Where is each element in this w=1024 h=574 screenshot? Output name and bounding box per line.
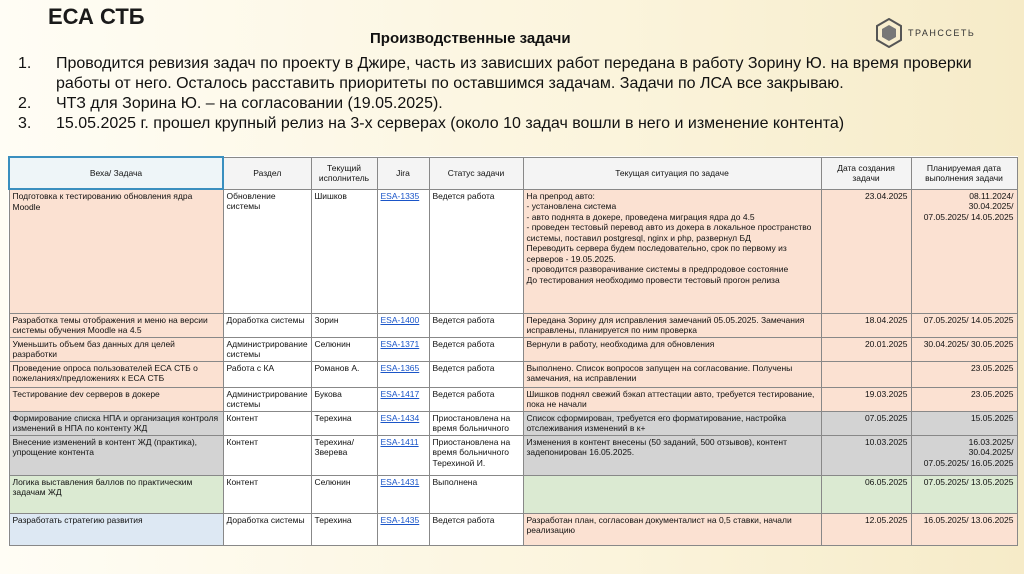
list-number: 1. <box>18 55 32 72</box>
created-date-cell: 07.05.2025 <box>821 411 911 435</box>
task-summary-list <box>18 54 1018 134</box>
table-row <box>9 435 1017 475</box>
situation-cell <box>523 475 821 513</box>
jira-link[interactable]: ESA-1411 <box>377 435 429 475</box>
created-date-cell <box>821 361 911 387</box>
planned-date-cell-line: 08.11.2024/ <box>969 190 1014 201</box>
table-row <box>9 189 1017 313</box>
situation-cell-line: Переводить сервера будем последовательно, срок по первому из серверов - 19.05.2025. <box>526 243 787 264</box>
planned-date-cell-line: 07.05.2025/ 13.05.2025 <box>923 476 1014 487</box>
list-number: 3. <box>18 115 32 132</box>
created-date-cell: 18.04.2025 <box>821 313 911 337</box>
col-header-task: Веха/ Задача <box>9 157 223 189</box>
planned-date-cell <box>911 435 1017 475</box>
situation-cell-line: На препрод авто: <box>526 190 595 201</box>
planned-date-cell-line: 30.04.2025/ 30.05.2025 <box>923 338 1014 349</box>
planned-date-cell <box>911 337 1017 361</box>
status-cell: Приостановлена на время больничного Терехиной И. <box>429 435 523 475</box>
status-cell: Ведется работа <box>429 387 523 411</box>
planned-date-cell <box>911 387 1017 411</box>
task-cell: Разработать стратегию развития <box>9 513 223 545</box>
task-cell: Логика выставления баллов по практическим задачам ЖД <box>9 475 223 513</box>
executor-cell: Терехина <box>311 411 377 435</box>
table-row <box>9 361 1017 387</box>
planned-date-cell-line: 23.05.2025 <box>970 388 1014 399</box>
col-header-section: Раздел <box>223 157 311 189</box>
executor-cell: Романов А. <box>311 361 377 387</box>
situation-cell-line: Передана Зорину для исправления замечаний 05.05.2025. Замечания исправлены, планируется по ним проверка <box>526 314 805 335</box>
planned-date-cell <box>911 361 1017 387</box>
col-header-executor: Текущий исполнитель <box>311 157 377 189</box>
created-date-cell: 06.05.2025 <box>821 475 911 513</box>
situation-cell-line: Изменения в контент внесены (50 заданий, 500 отзывов), контент задепонирован 16.05.2025. <box>526 436 787 457</box>
executor-cell: Зорин <box>311 313 377 337</box>
executor-cell: Терехина <box>311 513 377 545</box>
situation-cell <box>523 337 821 361</box>
list-item <box>18 94 1018 114</box>
section-cell: Работа с КА <box>223 361 311 387</box>
table-row <box>9 411 1017 435</box>
situation-cell-line: - установлена система <box>526 201 617 211</box>
company-logo <box>876 18 975 48</box>
jira-link[interactable]: ESA-1400 <box>377 313 429 337</box>
task-cell: Уменьшить объем баз данных для целей разработки <box>9 337 223 361</box>
jira-link[interactable]: ESA-1431 <box>377 475 429 513</box>
slide-title: ЕСА СТБ <box>48 4 145 29</box>
list-text: 15.05.2025 г. прошел крупный релиз на 3-х серверах (около 10 задач вошли в него и изменение контента) <box>56 115 845 132</box>
situation-cell-line: Шишков поднял свежий бэкап аттестации авто, требуется тестирование, пока не начали <box>526 388 815 409</box>
created-date-cell: 19.03.2025 <box>821 387 911 411</box>
logo-text: ТРАНССЕТЬ <box>908 28 976 38</box>
list-number: 2. <box>18 95 32 112</box>
table-row <box>9 475 1017 513</box>
slide-subtitle: Производственные задачи <box>370 30 571 47</box>
jira-link[interactable]: ESA-1434 <box>377 411 429 435</box>
table-row <box>9 313 1017 337</box>
planned-date-cell <box>911 313 1017 337</box>
situation-cell <box>523 387 821 411</box>
planned-date-cell-line: 23.05.2025 <box>970 362 1014 373</box>
executor-cell: Селюнин <box>311 475 377 513</box>
section-cell: Контент <box>223 411 311 435</box>
created-date-cell: 10.03.2025 <box>821 435 911 475</box>
list-item <box>18 54 1018 94</box>
section-cell: Контент <box>223 435 311 475</box>
status-cell: Ведется работа <box>429 189 523 313</box>
col-header-jira: Jira <box>377 157 429 189</box>
planned-date-cell <box>911 189 1017 313</box>
task-cell: Разработка темы отображения и меню на версии системы обучения Moodle на 4.5 <box>9 313 223 337</box>
task-cell: Проведение опроса пользователей ЕСА СТБ о пожеланиях/предложениях к ЕСА СТБ <box>9 361 223 387</box>
task-cell: Формирование списка НПА и организация контроля изменений в НПА по контенту ЖД <box>9 411 223 435</box>
planned-date-cell-line: 15.05.2025 <box>970 412 1014 423</box>
col-header-planned: Планируемая дата выполнения задачи <box>911 157 1017 189</box>
table-row <box>9 337 1017 361</box>
table-row <box>9 513 1017 545</box>
created-date-cell: 20.01.2025 <box>821 337 911 361</box>
situation-cell <box>523 313 821 337</box>
executor-cell: Шишков <box>311 189 377 313</box>
planned-date-cell-line: 30.04.2025/ <box>968 447 1014 457</box>
planned-date-cell-line: 16.05.2025/ 13.06.2025 <box>923 514 1014 525</box>
situation-cell-line: - проведен тестовый перевод авто из докера в локальное пространство системы, поставил postgresql, nginx и php, развернул БД <box>526 222 812 243</box>
task-cell: Подготовка к тестированию обновления ядра Moodle <box>9 189 223 313</box>
situation-cell-line: Разработан план, согласован документалист на 0,5 ставки, начали реализацию <box>526 514 792 535</box>
jira-link[interactable]: ESA-1371 <box>377 337 429 361</box>
col-header-created: Дата создания задачи <box>821 157 911 189</box>
section-cell: Администрирование системы <box>223 337 311 361</box>
situation-cell-line: Выполнено. Список вопросов запущен на согласование. Получены замечания, на исправлении <box>526 362 793 383</box>
situation-cell <box>523 361 821 387</box>
task-cell: Внесение изменений в контент ЖД (практика), упрощение контента <box>9 435 223 475</box>
section-cell: Обновление системы <box>223 189 311 313</box>
status-cell: Выполнена <box>429 475 523 513</box>
executor-cell: Терехина/ Зверева <box>311 435 377 475</box>
created-date-cell: 12.05.2025 <box>821 513 911 545</box>
situation-cell-line: Список сформирован, требуется его форматирование, настройка отслеживания изменений в к+ <box>526 412 787 433</box>
tasks-table <box>8 156 1018 546</box>
situation-cell <box>523 189 821 313</box>
situation-cell-line: До тестирования необходимо провести тестовый прогон релиза <box>526 274 780 285</box>
jira-link[interactable]: ESA-1335 <box>377 189 429 313</box>
planned-date-cell <box>911 411 1017 435</box>
planned-date-cell-line: 16.03.2025/ <box>968 436 1014 447</box>
planned-date-cell-line: 30.04.2025/ <box>968 201 1014 211</box>
planned-date-cell-line: 07.05.2025/ 16.05.2025 <box>923 457 1014 468</box>
situation-cell <box>523 435 821 475</box>
status-cell: Ведется работа <box>429 513 523 545</box>
planned-date-cell <box>911 475 1017 513</box>
status-cell: Ведется работа <box>429 337 523 361</box>
planned-date-cell-line: 07.05.2025/ 14.05.2025 <box>923 314 1014 325</box>
list-text: ЧТЗ для Зорина Ю. – на согласовании (19.05.2025). <box>56 95 443 112</box>
col-header-status: Статус задачи <box>429 157 523 189</box>
list-text: Проводится ревизия задач по проекту в Джире, часть из зависших работ передана в работу Зорину Ю. на время проверки работы от него. Осталось расставить приоритеты по оставшимся задачам. Задачи по ЛСА все закрываю. <box>56 55 972 92</box>
jira-link[interactable]: ESA-1435 <box>377 513 429 545</box>
situation-cell <box>523 411 821 435</box>
section-cell: Контент <box>223 475 311 513</box>
table-row <box>9 387 1017 411</box>
status-cell: Приостановлена на время больничного <box>429 411 523 435</box>
situation-cell-line: - авто поднята в докере, проведена миграция ядра до 4.5 <box>526 211 755 222</box>
section-cell: Доработка системы <box>223 313 311 337</box>
situation-cell-line: Вернули в работу, необходима для обновления <box>526 338 715 349</box>
executor-cell: Букова <box>311 387 377 411</box>
situation-cell <box>523 513 821 545</box>
jira-link[interactable]: ESA-1365 <box>377 361 429 387</box>
transset-logo-icon <box>876 18 902 48</box>
executor-cell: Селюнин <box>311 337 377 361</box>
status-cell: Ведется работа <box>429 361 523 387</box>
section-cell: Администрирование системы <box>223 387 311 411</box>
col-header-situation: Текущая ситуация по задаче <box>523 157 821 189</box>
status-cell: Ведется работа <box>429 313 523 337</box>
list-item <box>18 114 1018 134</box>
planned-date-cell <box>911 513 1017 545</box>
created-date-cell: 23.04.2025 <box>821 189 911 313</box>
task-cell: Тестирование dev серверов в докере <box>9 387 223 411</box>
section-cell: Доработка системы <box>223 513 311 545</box>
planned-date-cell-line: 07.05.2025/ 14.05.2025 <box>923 211 1014 222</box>
situation-cell-line: - проводится разворачивание системы в предпродовое состояние <box>526 264 789 274</box>
jira-link[interactable]: ESA-1417 <box>377 387 429 411</box>
table-header-row <box>9 157 1017 189</box>
